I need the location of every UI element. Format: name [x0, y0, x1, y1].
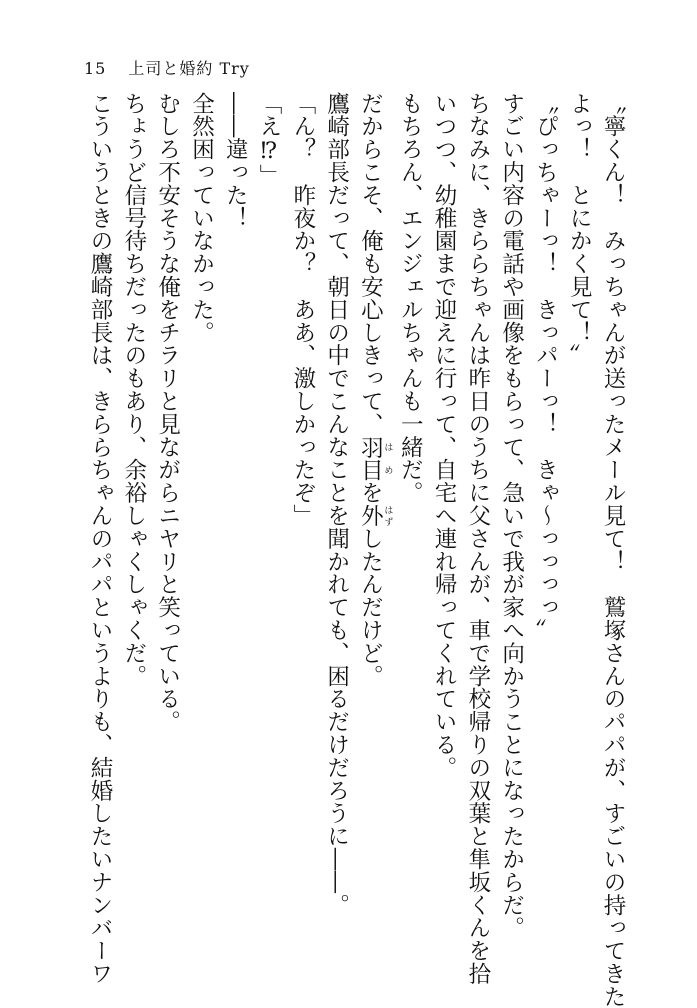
ruby-base-hame: 羽目 [357, 435, 384, 482]
text-line: よっ！ とにかく見て！〟 [566, 92, 593, 367]
ruby-reading-hame: はめ [382, 435, 393, 482]
text-line: 鷹崎部長だって、朝日の中でこんなことを聞かれても、困るだけだろうに――。 [323, 92, 350, 917]
ruby-base-hazu: 外 [357, 504, 384, 528]
page-header [84, 56, 250, 79]
text-line: ――違った！ [222, 92, 249, 230]
text-line: 〝ぴっちゃーっ！ きっパーっ！ きゃ〜っっっっ〟 [532, 92, 559, 642]
text-line: こういうときの鷹崎部長は、きららちゃんのパパというよりも、結婚したいナンバーワ [87, 92, 114, 986]
ruby-hame [357, 435, 393, 482]
text-line: むしろ不安そうな俺をチラリと見ながらニヤリと笑っている。 [154, 92, 181, 734]
page-number: 15 [84, 59, 107, 78]
text-line: すごい内容の電話や画像をもらって、急いで我が家へ向かうことになったからだ。 [498, 92, 525, 940]
ruby-line-post: したんだけど。 [357, 527, 384, 688]
text-line: ちなみに、きららちゃんは昨日のうちに父さんが、車で学校帰りの双葉と隼坂くんを拾 [464, 92, 491, 986]
text-line-with-ruby [353, 92, 393, 972]
book-title: 上司と婚約 Try [128, 59, 250, 78]
text-line: 「え⁉」 [256, 92, 283, 188]
text-line: 「ん？ 昨夜か？ ああ、激しかったぞ」 [289, 92, 316, 528]
ruby-reading-hazu: はず [382, 504, 393, 528]
ruby-line-pre: だからこそ、俺も安心しきって、 [357, 92, 384, 436]
vertical-text-body [82, 92, 629, 1008]
text-line: ちょうど信号待ちだったのもあり、余裕しゃくしゃくだ。 [120, 92, 147, 688]
ruby-line-mid: を [357, 481, 384, 505]
text-line: いつつ、幼稚園まで迎えに行って、自宅へ連れ帰ってくれている。 [431, 92, 458, 779]
text-line: もちろん、エンジェルちゃんも一緒だ。 [397, 92, 424, 505]
text-line: 〝寧くん！ みっちゃんが送ったメール見て！ 鷲塚さんのパパが、すごいの持ってきた [600, 92, 626, 1008]
text-line: 全然困っていなかった。 [188, 92, 215, 344]
ruby-hazu [357, 504, 393, 528]
